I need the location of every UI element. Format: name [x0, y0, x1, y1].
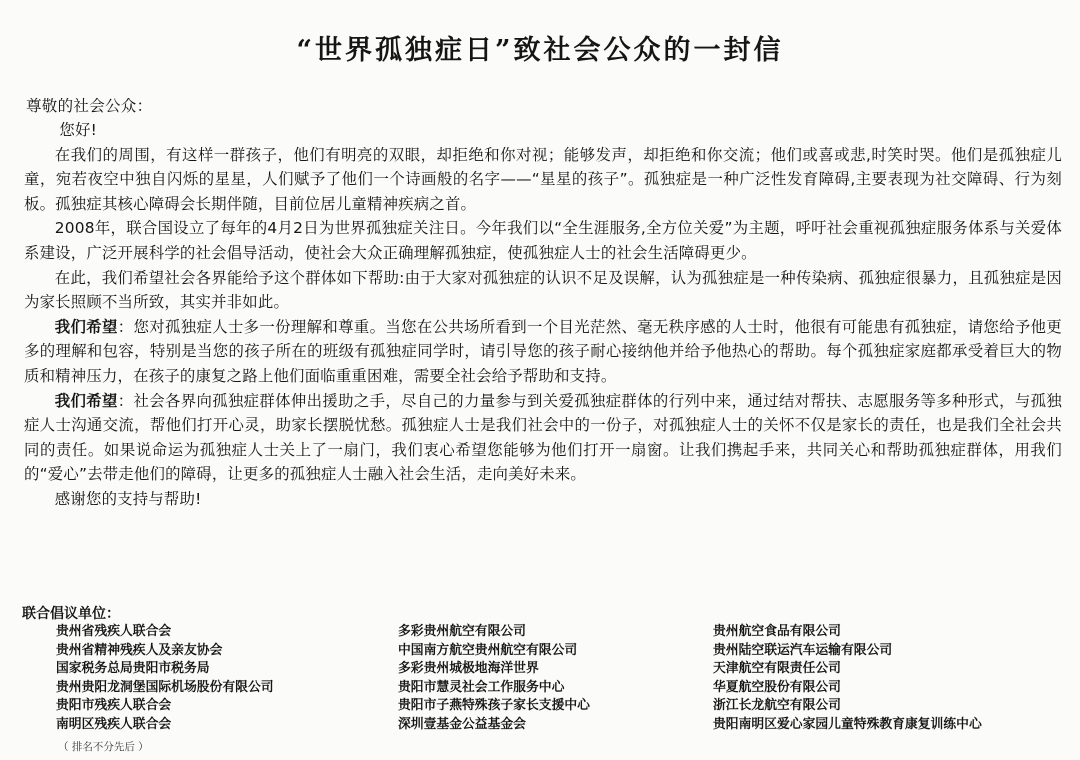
- thanks: 感谢您的支持与帮助!: [54, 489, 202, 508]
- sponsor-item: 贵阳市慧灵社会工作服务中心: [398, 679, 565, 695]
- hope-text-2: ：社会各界向孤独症群体伸出援助之手，尽自己的力量参与到关爱孤独症群体的行列中来，通过结对帮扶、志愿服务等多种形式，与孤独症人士沟通交流，帮他们打开心灵，助家长摆脱忧愁。孤独症人士是我们社会中的一份子，对孤独症人士的关怀不仅是家长的责任，也是我们全社会共同的责任。如果说命运为孤独症人士关上了一扇门，我们衷心希望您能够为他们打开一扇窗。让我们携起手来，共同关心和帮助孤独症群体，用我们的“爱心”去带走他们的障碍，让更多的孤独症人士融入社会生活，走向美好未来。: [24, 391, 1062, 484]
- sponsor-item: 贵州省精神残疾人及亲友协会: [56, 642, 223, 658]
- sponsor-item: 浙江长龙航空有限公司: [713, 698, 841, 713]
- letter-body: [24, 118, 1062, 512]
- sponsor-item: 多彩贵州城极地海洋世界: [398, 661, 539, 676]
- sponsors-column-2: [398, 623, 590, 734]
- greeting: 您好!: [59, 121, 97, 139]
- paragraph-1: 在我们的周围，有这样一群孩子，他们有明亮的双眼，却拒绝和你对视；能够发声，却拒绝和你交流；他们或喜或悲,时笑时哭。他们是孤独症儿童，宛若夜空中独自闪烁的星星，人们赋予了他们一个诗画般的名字——“星星的孩子”。孤独症是一种广泛性发育障碍,主要表现为社交障碍、行为刻板。孤独症其核心障碍会长期伴随，目前位居儿童精神疾病之首。: [24, 145, 1062, 213]
- sponsors-column-3: [713, 623, 982, 734]
- letter-title: “世界孤独症日”致社会公众的一封信: [296, 35, 784, 66]
- sponsors-title: 联合倡议单位：: [22, 606, 120, 622]
- hope-text-1: ：您对孤独症人士多一份理解和尊重。当您在公共场所看到一个目光茫然、毫无秩序感的人士时，他很有可能患有孤独症，请您给予他更多的理解和包容，特别是当您的孩子所在的班级有孤独症同学时，请引导您的孩子耐心接纳他并给予他热心的帮助。每个孤独症家庭都承受着巨大的物质和精神压力，在孩子的康复之路上他们面临重重困难，需要全社会给予帮助和支持。: [24, 317, 1062, 385]
- hope-paragraph-2: [24, 389, 1062, 487]
- hope-label-1: 我们希望: [54, 317, 118, 336]
- sponsor-item: 贵州航空食品有限公司: [713, 624, 841, 639]
- sponsor-item: 贵州贵阳龙洞堡国际机场股份有限公司: [56, 679, 274, 695]
- sponsor-item: 贵阳市子燕特殊孩子家长支援中心: [398, 698, 590, 713]
- hope-paragraph-1: [24, 315, 1062, 389]
- hope-label-2: 我们希望: [54, 391, 118, 410]
- sponsor-item: 南明区残疾人联合会: [56, 716, 172, 732]
- salutation: 尊敬的社会公众：: [26, 97, 153, 115]
- sponsor-item: 多彩贵州航空有限公司: [398, 624, 526, 639]
- sponsor-item: 贵州陆空联运汽车运输有限公司: [713, 642, 893, 658]
- sponsor-item: 华夏航空股份有限公司: [713, 679, 841, 695]
- sponsors-column-1: [56, 623, 274, 734]
- ranking-note: （ 排名不分先后 ）: [58, 741, 149, 753]
- sponsor-item: 贵阳市残疾人联合会: [56, 698, 172, 713]
- sponsor-item: 中国南方航空贵州航空有限公司: [398, 642, 578, 658]
- paragraph-2: 2008年，联合国设立了每年的4月2日为世界孤独症关注日。今年我们以“全生涯服务,全方位关爱”为主题，呼吁社会重视孤独症服务体系与关爱体系建设，广泛开展科学的社会倡导活动，使社会大众正确理解孤独症，使孤独症人士的社会生活障碍更少。: [24, 219, 1062, 262]
- sponsor-item: 贵阳南明区爱心家园儿童特殊教育康复训练中心: [713, 716, 982, 732]
- sponsor-item: 深圳壹基金公益基金会: [398, 716, 526, 732]
- sponsor-item: 国家税务总局贵阳市税务局: [56, 661, 210, 676]
- sponsor-item: 天津航空有限责任公司: [713, 661, 841, 676]
- sponsor-item: 贵州省残疾人联合会: [56, 624, 172, 639]
- paragraph-3: 在此，我们希望社会各界能给予这个群体如下帮助:由于大家对孤独症的认识不足及误解，认为孤独症是一种传染病、孤独症很暴力，且孤独症是因为家长照顾不当所致，其实并非如此。: [24, 268, 1062, 312]
